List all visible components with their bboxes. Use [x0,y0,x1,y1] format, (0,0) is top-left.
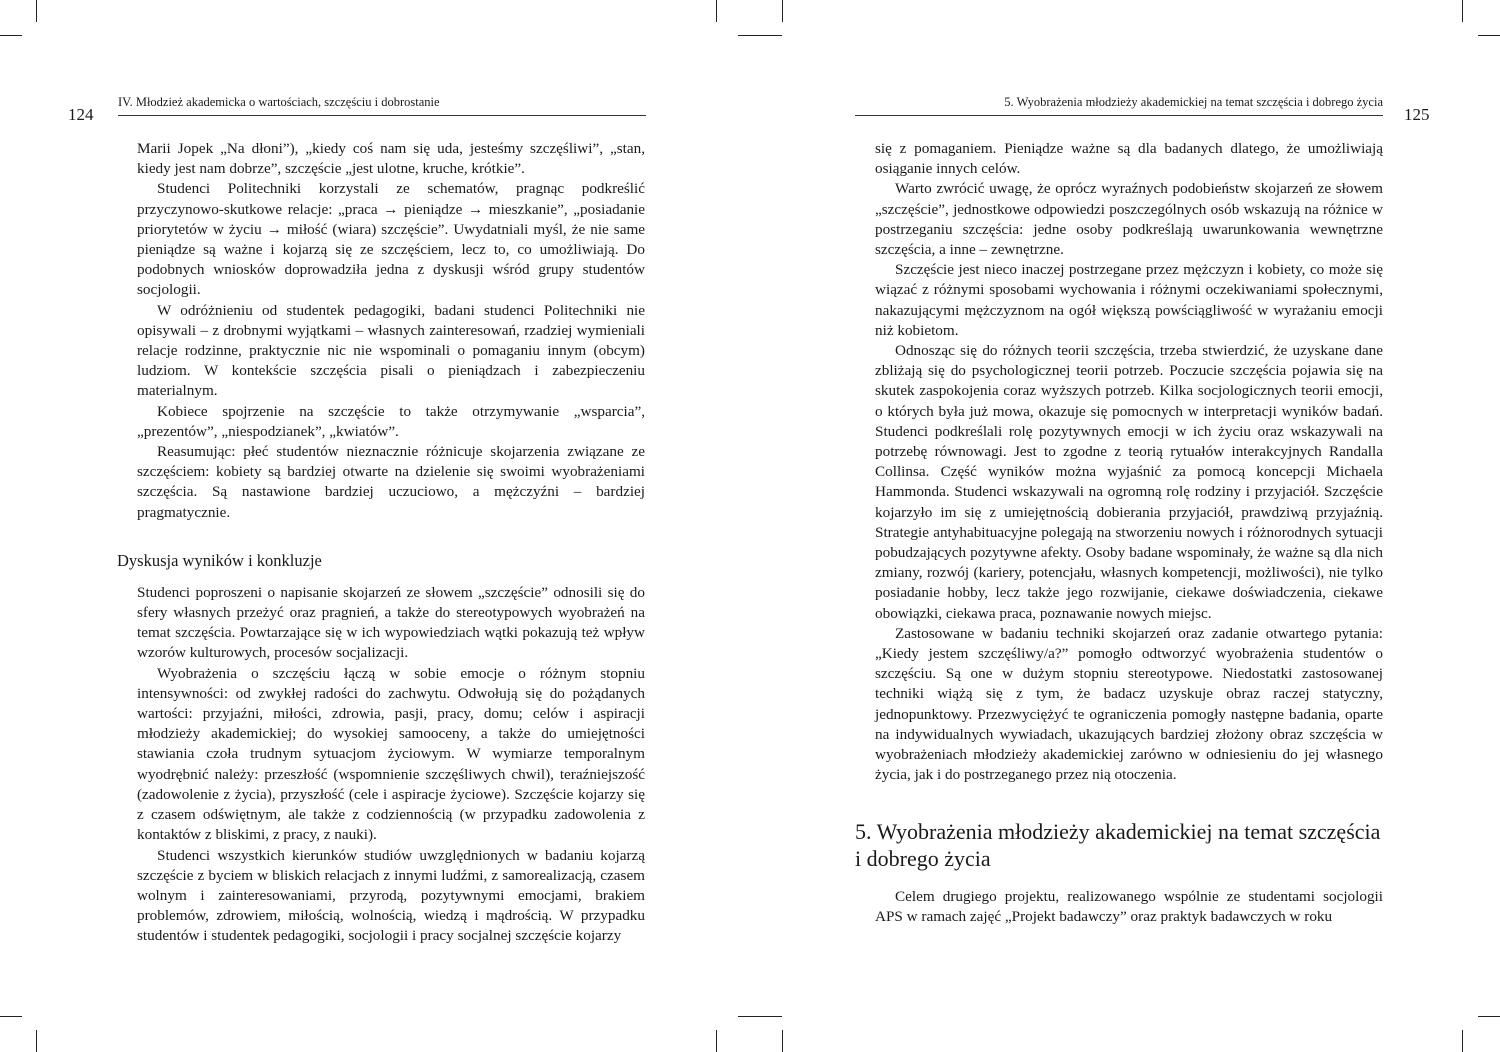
left-page-number: 124 [68,105,94,124]
right-header-rule [855,115,1383,116]
body-paragraph: Szczęście jest nieco inaczej postrzegane przez mężczyzn i kobiety, co może się wiązać z różnymi sposobami wychowania i różnymi oczekiwaniami społecznymi, nakazującymi mężczyznom na ogół większą powściągliwość w wyrażaniu emocji niż kobietom. [875,261,1383,339]
crop-mark [36,1030,37,1052]
section-subheading: Dyskusja wyników i konkluzje [117,550,322,570]
body-paragraph: Warto zwrócić uwagę, że oprócz wyraźnych podobieństw skojarzeń ze słowem „szczęście”, jednostkowe odpowiedzi poszczególnych osób wskazują na różnice w postrzeganiu szczęścia: jedne osoby podkreślają uwarunkowania wewnętrzne szczęścia, a inne – zewnętrzne. [875,180,1383,259]
crop-mark [1478,1016,1500,1017]
body-paragraph: Studenci wszystkich kierunków studiów uwzględnionych w badaniu kojarzą szczęście z byciem w bliskich relacjach z innymi ludźmi, z samorealizacją, czasem wolnym i zainteresowaniami, przyrodą, pozytywnymi emocjami, brakiem problemów, zdrowiem, miłością, wolnością, wiedzą i mądrością. W przypadku studentów i studentek pedagogiki, socjologii i pracy socjalnej szczęście kojarzy [137,846,645,945]
crop-mark [36,0,37,22]
body-paragraph: Wyobrażenia o szczęściu łączą w sobie emocje o różnym stopniu intensywności: od zwykłej radości do zachwytu. Odwołują się do pożądanych wartości: przyjaźni, miłości, zdrowia, pasji, pracy, domu; celów i aspiracji młodzieży akademickiej; do wysokiej samooceny, a także do umiejętności stawiania czoła trudnym sytuacjom życiowym. W wymiarze temporalnym wyodrębnić należy: przeszłość (wspomnienie szczęśliwych chwil), teraźniejszość (zadowolenie z życia), przyszłość (cele i aspiracje życiowe). Szczęście kojarzy się z czasem odświętnym, ale także z codziennością (w przypadku zadowolenia z kontaktów z bliskimi, z pracy, z nauki). [137,664,645,844]
crop-mark [716,1030,717,1052]
body-paragraph: Marii Jopek „Na dłoni”), „kiedy coś nam się uda, jesteśmy szczęśliwi”, „stan, kiedy jest nam dobrze”, szczęście „jest ulotne, kruche, krótkie”. [137,140,645,178]
crop-mark [0,35,22,36]
body-paragraph: Kobiece spojrzenie na szczęście to także otrzymywanie „wsparcia”, „prezentów”, „niespodzianek”, „kwiatów”. [137,402,645,440]
body-paragraph: Studenci Politechniki korzystali ze schematów, pragnąc podkreślić przyczynowo-skutkowe relacje: „praca → pieniądze → mieszkanie”, „posiadanie priorytetów w życiu → miłość (wiara) szczęście”. Uwydatniali myśl, że nie same pieniądze są ważne i kojarzą się ze szczęściem, lecz to, co umożliwiają. Do podobnych wniosków doprowadziła jedna z dyskusji wśród grupy studentów socjologii. [137,180,645,299]
crop-mark [782,0,783,22]
body-paragraph: się z pomaganiem. Pieniądze ważne są dla badanych dlatego, że umożliwiają osiąganie innych celów. [875,140,1383,178]
crop-mark [0,1016,22,1017]
crop-mark [760,1016,782,1017]
crop-mark [1478,35,1500,36]
crop-mark [716,0,717,22]
crop-mark [738,35,760,36]
crop-mark [1462,1030,1463,1052]
right-page-number: 125 [1404,105,1430,124]
crop-mark [1462,0,1463,22]
body-paragraph: W odróżnieniu od studentek pedagogiki, badani studenci Politechniki nie opisywali – z drobnymi wyjątkami – własnych zainteresowań, rzadziej wymieniali relacje rodzinne, praktycznie nic nie wspominali o pomaganiu innym (obcym) ludziom. W kontekście szczęścia pisali o pieniądzach i zabezpieczeniu materialnym. [137,301,645,400]
left-running-head: IV. Młodzież akademicka o wartościach, szczęściu i dobrostanie [118,95,440,109]
left-header-rule [118,115,646,116]
body-paragraph: Celem drugiego projektu, realizowanego wspólnie ze studentami socjologii APS w ramach zajęć „Projekt badawczy” oraz praktyk badawczych w roku [875,887,1383,925]
left-page-body [117,139,645,947]
right-page-body [855,139,1383,927]
right-running-head: 5. Wyobrażenia młodzieży akademickiej na temat szczęścia i dobrego życia [1004,95,1383,109]
crop-mark [760,35,782,36]
body-paragraph: Reasumując: płeć studentów nieznacznie różnicuje skojarzenia związane ze szczęściem: kobiety są bardziej otwarte na dzielenie się swoimi wyobrażeniami szczęścia. Są nastawione bardziej uczuciowo, a mężczyźni – bardziej pragmatycznie. [137,443,645,521]
crop-mark [782,1030,783,1052]
chapter-heading: 5. Wyobrażenia młodzieży akademickiej na temat szczęścia i dobrego życia [855,818,1381,871]
body-paragraph: Studenci poproszeni o napisanie skojarzeń ze słowem „szczęście” odnosili się do sfery własnych przeżyć oraz pragnień, a także do stereotypowych wyobrażeń na temat szczęścia. Powtarzające się w ich wypowiedziach wątki pokazują też wpływ wzorów kulturowych, procesów socjalizacji. [137,583,645,662]
crop-mark [738,1016,760,1017]
body-paragraph: Odnosząc się do różnych teorii szczęścia, trzeba stwierdzić, że uzyskane dane zbliżają się do psychologicznej teorii potrzeb. Poczucie szczęścia pojawia się na skutek zaspokojenia coraz wyższych potrzeb. Kilka socjologicznych teorii emocji, o których była już mowa, okazuje się pomocnych w interpretacji wyników badań. Studenci podkreślali rolę pozytywnych emocji w ich życiu oraz wskazywali na potrzebę równowagi. Jest to zgodne z teorią rytuałów interakcyjnych Randalla Collinsa. Część wyników można wyjaśnić za pomocą koncepcji Michaela Hammonda. Studenci wskazywali na ogromną rolę rodziny i przyjaciół. Szczęście kojarzyło im się z umiejętnością dobierania przyjaciół, prawdziwą przyjaźnią. Strategie antyhabituacyjne polegają na stworzeniu nowych i różnorodnych sytuacji pobudzających pozytywne afekty. Osoby badane wspominały, że ważne są dla nich zmiany, rozwój (kariery, potencjału, własnych kompetencji, możliwości), nie tylko posiadanie hobby, lecz także jego rozwijanie, ciekawe doświadczenia, ciekawe obowiązki, ciekawa praca, poznawanie nowych miejsc. [875,342,1383,622]
body-paragraph: Zastosowane w badaniu techniki skojarzeń oraz zadanie otwartego pytania: „Kiedy jestem szczęśliwy/a?” pomogło odtworzyć wyobrażenia studentów o szczęściu. Są one w dużym stopniu stereotypowe. Niedostatki zastosowanej techniki wiążą się z tym, że badacz uzyskuje obraz raczej statyczny, jednopunktowy. Przezwyciężyć te ograniczenia pomogły następne badania, oparte na indywidualnych wywiadach, ukazujących bardziej złożony obraz szczęścia w wyobrażeniach młodzieży akademickiej zarówno w odniesieniu do jej własnego życia, jak i do postrzeganego przez nią otoczenia. [875,624,1383,784]
